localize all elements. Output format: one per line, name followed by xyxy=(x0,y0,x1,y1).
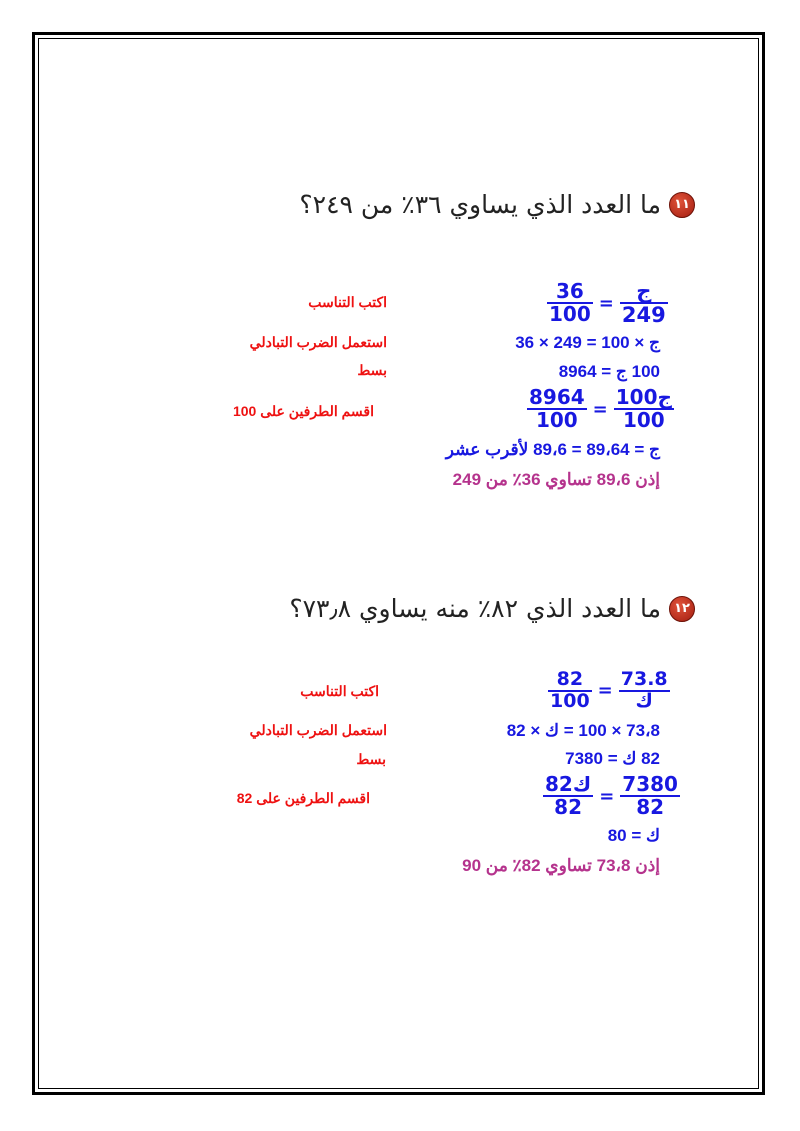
fraction-denominator: 100 xyxy=(535,408,578,432)
equals-sign: = xyxy=(599,785,615,807)
note-cross-multiply: استعمل الضرب التبادلي xyxy=(249,334,387,350)
fraction-numerator: 100ج xyxy=(615,385,672,409)
fraction-left xyxy=(527,387,587,431)
fraction-right xyxy=(620,774,680,818)
proportion-row xyxy=(548,670,670,712)
conclusion: إذن 73،8 تساوي 82٪ من 90 xyxy=(462,856,660,875)
note-write-proportion: اكتب التناسب xyxy=(308,294,387,310)
fraction-numerator: 82ك xyxy=(545,772,592,796)
fraction-numerator: 7380 xyxy=(622,772,678,796)
step-cross-multiply: ج × 100 = 249 × 36 xyxy=(515,333,660,352)
fraction-denominator: 249 xyxy=(621,303,666,328)
divide-row xyxy=(527,387,674,431)
step-simplify: 82 ك = 7380 xyxy=(565,749,660,768)
fraction-left xyxy=(548,670,592,712)
fraction-denominator: 100 xyxy=(549,302,591,327)
problem-number-badge: ١١ xyxy=(669,192,695,218)
fraction-right xyxy=(619,670,670,712)
problem-2-question: ما العدد الذي ٨٢٪ منه يساوي ٧٣٫٨؟ xyxy=(289,594,661,623)
fraction-denominator: 100 xyxy=(550,689,590,712)
step-result: ك = 80 xyxy=(607,826,660,845)
note-cross-multiply: استعمل الضرب التبادلي xyxy=(249,722,387,738)
fraction-denominator: 82 xyxy=(636,795,665,819)
divide-row xyxy=(543,774,680,818)
note-divide: اقسم الطرفين على 82 xyxy=(236,790,370,806)
fraction-left xyxy=(547,281,593,325)
step-cross-multiply: 73،8 × 100 = ك × 82 xyxy=(506,721,660,740)
fraction-numerator: 82 xyxy=(556,668,584,690)
fraction-left xyxy=(543,774,593,818)
problem-1-question: ما العدد الذي يساوي ٣٦٪ من ٢٤٩؟ xyxy=(299,190,661,219)
fraction-denominator: 82 xyxy=(554,795,583,819)
conclusion: إذن 89،6 تساوي 36٪ من 249 xyxy=(452,470,660,489)
step-result: ج = 89،64 = 89،6 لأقرب عشر xyxy=(445,440,660,459)
note-divide: اقسم الطرفين على 100 xyxy=(232,403,374,419)
note-write-proportion: اكتب التناسب xyxy=(300,683,379,699)
fraction-numerator: 36 xyxy=(555,279,584,304)
problem-1-title xyxy=(299,190,695,219)
step-simplify: 100 ج = 8964 xyxy=(558,362,660,381)
problem-2-title xyxy=(289,594,695,623)
fraction-right xyxy=(614,387,674,431)
fraction-numerator: 8964 xyxy=(529,385,585,409)
note-simplify: بسط xyxy=(357,362,387,378)
equals-sign: = xyxy=(598,292,614,314)
fraction-right xyxy=(620,280,668,326)
proportion-row xyxy=(547,280,668,326)
fraction-denominator: ك xyxy=(635,689,653,712)
problem-number-badge: ١٢ xyxy=(669,596,695,622)
note-simplify: بسط xyxy=(356,751,386,767)
fraction-numerator: 73.8 xyxy=(620,668,668,690)
fraction-numerator: ج xyxy=(636,279,652,303)
equals-sign: = xyxy=(597,680,613,702)
fraction-denominator: 100 xyxy=(622,408,665,432)
equals-sign: = xyxy=(592,398,608,420)
